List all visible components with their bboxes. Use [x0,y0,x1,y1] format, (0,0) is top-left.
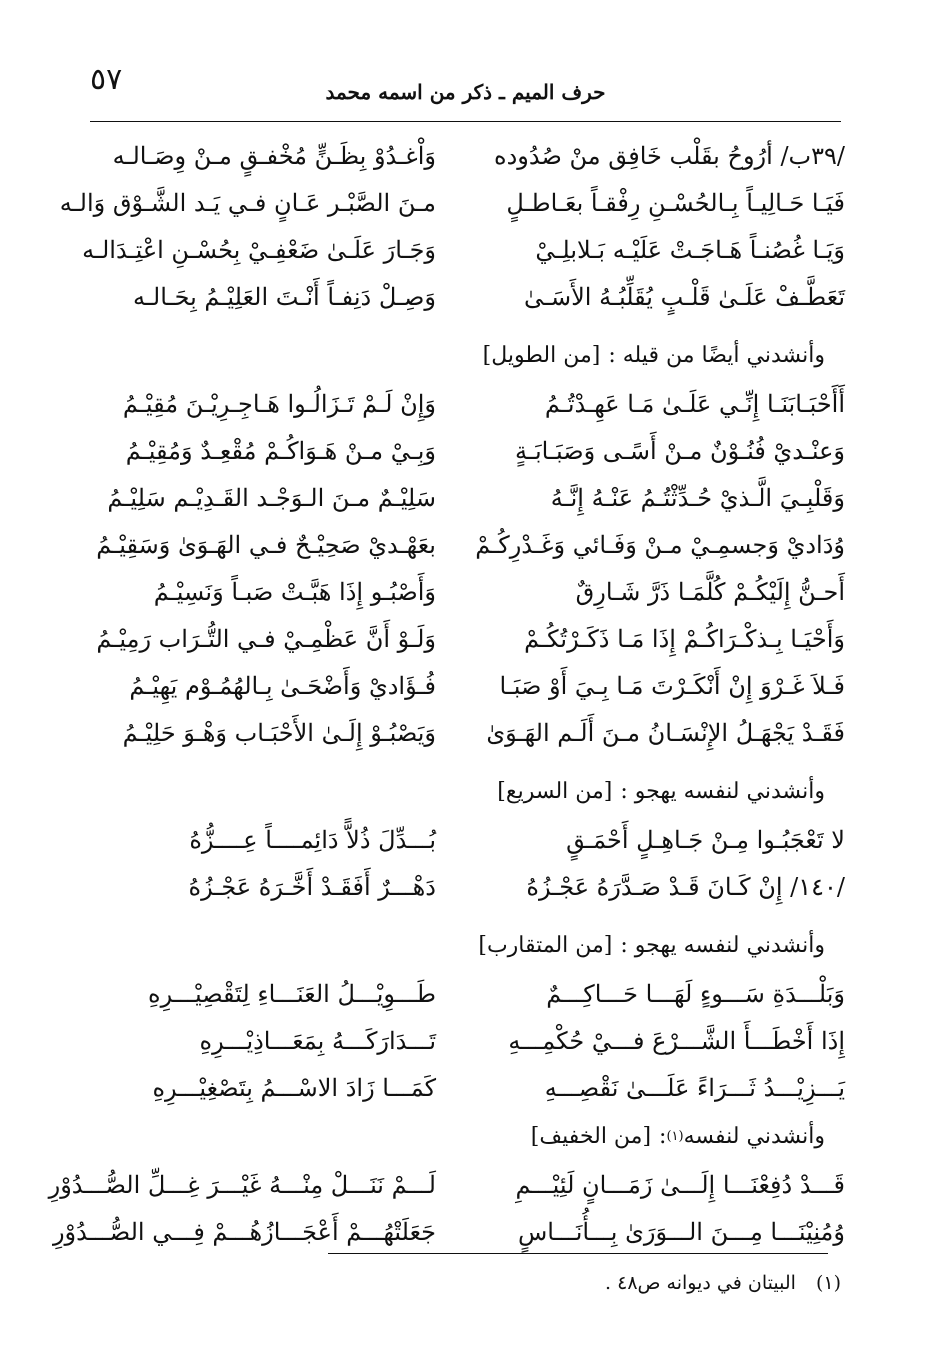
verse-row [78,709,845,756]
verse-first-hemistich: إِذَا أَخْطَـــأَ الشَّـــرْعَ فـــيْ حُكْمِـــهِ [508,1026,845,1055]
verse-second-hemistich: وَبِـيْ مـنْ هَـوَاكُـمْ مُقْعِـدٌ وَمُقِيْـمُ [125,436,436,465]
verse-row [78,970,845,1017]
verse-row [78,568,845,615]
meter-label: [من الخفيف] [530,1123,652,1149]
verse-first-hemistich: وَعنْـديْ فُنُـوْنٌ مـنْ أَسًـى وَصَبَـابَـةٍ [515,436,845,465]
verse-second-hemistich: مـنَ الصَّبْـر عَـانٍ فـي يَـد الشَّـوْق وَالـه [59,188,436,217]
verse-row [78,1064,845,1111]
verse-row [59,179,845,226]
poetry-content [48,132,845,1255]
meter-label: [من الطويل] [482,342,601,368]
verse-row [78,816,845,863]
verse-first-hemistich: وَأَحْيَـا بِـذكْـرَاكُـمْ إِذَا مَـا ذَكَـرْتُكُـمْ [524,624,845,653]
verse-row [78,615,845,662]
poem-block [78,920,845,1111]
footnote-reference: (١) [666,1128,684,1144]
meter-label: [من المتقارب] [478,932,613,958]
running-head: حرف الميم ـ ذكر من اسمه محمد [325,80,606,104]
intro-text: وأنشدني أيضًا من قيله : [608,342,825,368]
footnote-text: البيتان في ديوانه ص٤٨ . [605,1272,796,1294]
verse-row [78,662,845,709]
verse-second-hemistich: طَـــوِيْـــلُ العَنَـــاءِ لِتَقْصِيْـــرِهِ [148,979,436,1008]
verse-row [52,1208,845,1255]
verse-row [78,427,845,474]
verse-first-hemistich: يَـــزِيْـــدُ ثَـــرَاءً عَلَـــىٰ نَقْصِـــهِ [544,1073,845,1102]
intro-text: وأنشدني لنفسه يهجو : [620,778,825,804]
intro-colon: : [659,1123,667,1149]
intro-text: وأنشدني لنفسه يهجو : [620,932,825,958]
footnote-rule [328,1253,828,1254]
poem-block [78,766,845,910]
verse-second-hemistich: بُـــدِّلَ ذُلاًّ دَائِمــــاً عِــــزُّهُ [189,825,436,854]
verse-row [48,1161,845,1208]
verse-first-hemistich: وُدَاديْ وَجسمِـيْ مـنْ وَفَـائي وَغَـدْرِكُـمْ [475,530,845,559]
verse-row [78,226,845,273]
verse-row [78,132,845,179]
intro-text: وأنشدني لنفسه [683,1123,825,1149]
verse-second-hemistich: دَهْـــرٌ أَفَقَـدْ أَخَّـرَهُ عَجْـزُهُ [188,872,436,901]
verse-second-hemistich: وَصِـلْ دَنِفـاً أَنْـتَ العَلِيْـمُ بِحَـالـه [133,282,436,311]
poem-block [59,132,845,320]
poem-block [48,1111,845,1255]
verse-second-hemistich: تَـــدَارَكَـــهُ بِمَعَـــاذِيْـــرِهِ [199,1026,436,1055]
verse-row [78,474,845,521]
verse-second-hemistich: فُـؤَاديْ وَأَضْحَـىٰ بِـالهُمُـوْم يَهِيْـمُ [129,671,436,700]
poem-intro [78,766,845,816]
poem-block [78,330,845,756]
verse-first-hemistich: وَيَـا غُصُنـاً هَـاجَـتْ عَلَيْـه بَـلابلِـيْ [535,235,845,264]
verse-row [78,521,845,568]
verse-first-hemistich: تَعَطَّـفْ عَلَـىٰ قَلْـبٍ يُقَلِّبُـهُ الأَسَـىٰ [523,282,845,311]
verse-second-hemistich: سَلِيْـمٌ مـنَ الـوَجْـد القَـدِيْـم سَلِيْـمُ [107,483,436,512]
footnote [605,1272,841,1294]
verse-row [78,1017,845,1064]
verse-first-hemistich: /٣٩ب/ أرُوحُ بقَلْب خَافِق منْ صُدُوده [494,141,845,170]
page-number: ٥٧ [90,62,123,97]
verse-first-hemistich: /١٤٠/ إِنْ كَـانَ قَـدْ صَـدَّرَهُ عَجْـزُهُ [526,872,845,901]
verse-second-hemistich: كَمَـــا زَادَ الاسْـــمُ بِتَصْغِيْـــرِهِ [152,1073,436,1102]
verse-second-hemistich: بعَهْـديْ صَحِيْـحٌ فـي الهَـوَىٰ وَسَقِيْـمُ [96,530,436,559]
verse-first-hemistich: قَـــدْ دُفِعْنَـــا إِلَـــىٰ زَمَـــانٍ لَئِيْـــمِ [515,1170,845,1199]
verse-second-hemistich: وَيَصْبُـوْ إِلَـىٰ الأَحْبَـاب وَهْـوَ حَلِيْـمُ [122,718,436,747]
verse-first-hemistich: أَأَحْبَـابَنَـا إِنِّـي عَلَـىٰ مَـا عَهِـدْتُـمُ [544,389,845,418]
verse-second-hemistich: وَأَصْبُـو إِذَا هَبَّـتْ صَبـاً وَنَسِيْـمُ [153,577,436,606]
poem-intro [78,920,845,970]
verse-row [78,380,845,427]
verse-second-hemistich: وَلَـوْ أَنَّ عَظْمِـيْ فـي التُّـرَاب رَمِيْـمُ [96,624,436,653]
poem-intro [78,330,845,380]
verse-row [78,273,845,320]
page-header [90,62,841,112]
verse-first-hemistich: فَـلاَ غَـرْوَ إِنْ أَنْكَـرْتَ مَـا بِـيَ أَوْ صَبَـا [499,671,845,700]
verse-first-hemistich: وُمُنِيْنَـــا مِـــنَ الـــوَرَىٰ بِـــأُنَـــاسٍ [518,1217,845,1246]
verse-second-hemistich: وَإِنْ لَـمْ تَـزَالُـوا هَـاجِـرِيْـنَ مُقِيْـمُ [122,389,436,418]
verse-first-hemistich: وَقَلْبِـيَ الَّـذيْ حُـدِّثْتُـمُ عَنْـهُ إِنَّـهُ [550,483,845,512]
verse-second-hemistich: وَاْغـدُوْ بِظَـنٍّ مُخْفـقٍ مـنْ وِصَـالـه [112,141,436,170]
footnote-marker: (١) [815,1272,841,1294]
meter-label: [من السريع] [497,778,613,804]
header-rule [90,121,841,122]
verse-first-hemistich: أَحـنُّ إِلَيْكُـمْ كُلَّمَـا ذَرَّ شَـارِقٌ [575,577,845,606]
verse-second-hemistich: وَجَـارَ عَلَـىٰ ضَعْفِـيْ بِحُسْـنِ اعْتِـدَالـه [82,235,436,264]
verse-second-hemistich: جَعَلَتْهُـــمْ أَعْجَـــازُهُـــمْ فِـــي الصُّـــدُوْرِ [52,1217,436,1246]
verse-first-hemistich: فَيَـا حَـالِيـاً بِـالحُسْـنِ رِفْقـاً بعَـاطـلٍ [506,188,845,217]
verse-first-hemistich: لا تَعْجَبُـوا مِـنْ جَـاهِـلٍ أَحْمَـقٍ [566,825,845,854]
verse-row [78,863,845,910]
verse-second-hemistich: لَـــمْ نَنَـــلْ مِنْـــهُ غَيْـــرَ غِـــلِّ الصُّـــدُوْرِ [48,1170,436,1199]
poem-intro [78,1111,845,1161]
verse-first-hemistich: وَبَلْـــدَةِ سَـــوءٍ لَهَـــا حَـــاكِـــمٌ [546,979,845,1008]
verse-first-hemistich: فَقَـدْ يَجْهَـلُ الإِنْسَـانُ مـنَ أَلَـم الهَـوَىٰ [486,718,845,747]
